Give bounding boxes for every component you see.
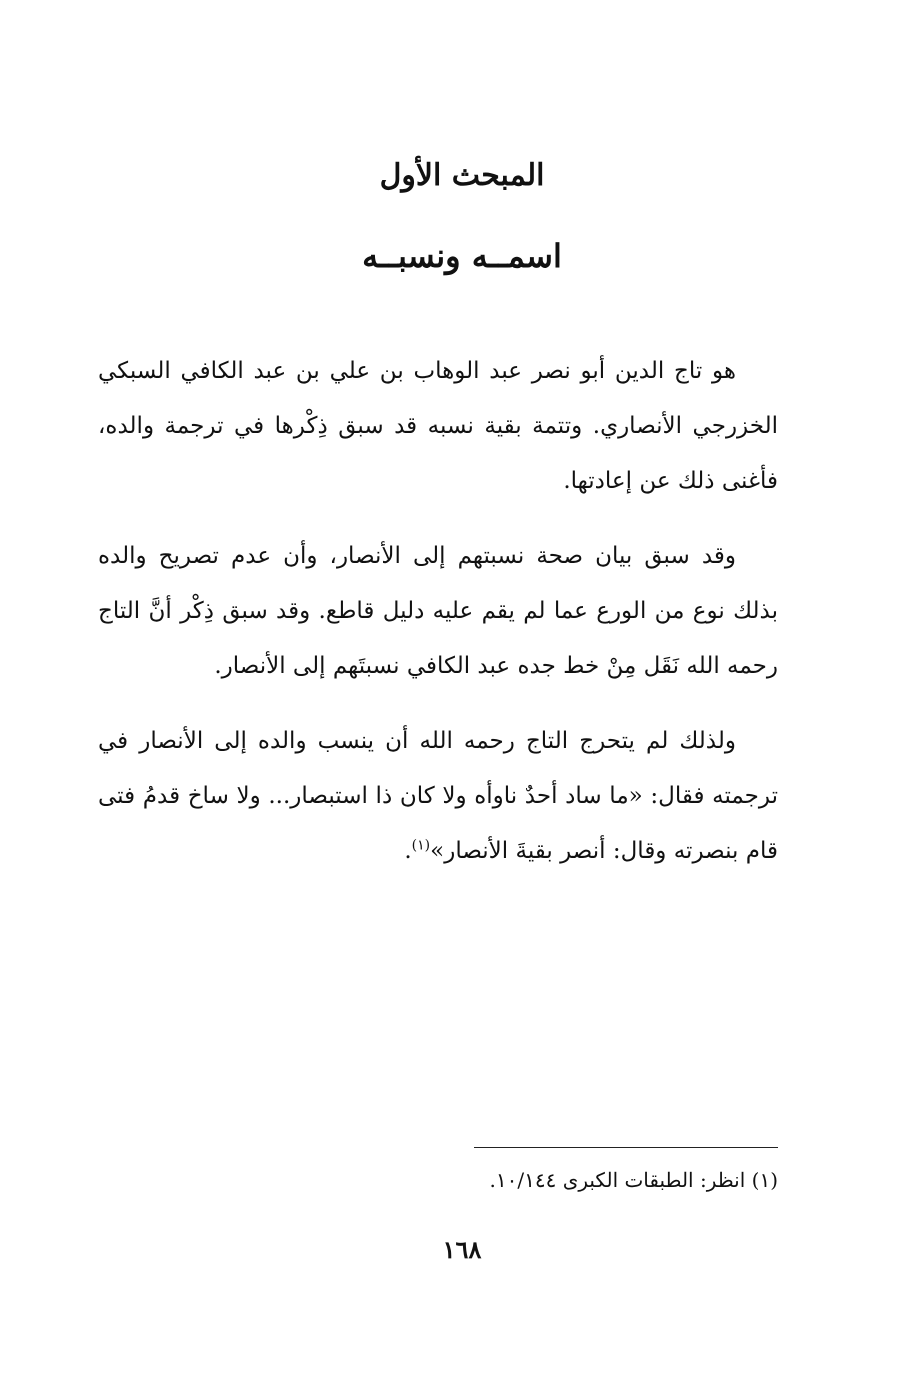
paragraph-text: ولذلك لم يتحرج التاج رحمه الله أن ينسب والده إلى الأنصار في ترجمته فقال: «ما ساد أحدٌ ناوأه ولا كان ذا استبصار... ولا ساخ قدمُ فتى قام بنصرته وقال: أنصر بقيةَ الأنصار»: [98, 728, 778, 864]
paragraph-quote: [98, 714, 778, 879]
page-number: ١٦٨: [442, 1235, 482, 1264]
paragraph-text: وقد سبق بيان صحة نسبتهم إلى الأنصار، وأن عدم تصريح والده بذلك نوع من الورع عما لم يقم عليه دليل قاطع. وقد سبق ذِكْر أنَّ التاج رحمه الله نَقَل مِنْ خط جده عبد الكافي نسبتَهم إلى الأنصار.: [98, 543, 778, 679]
body-text: [98, 344, 778, 899]
paragraph-text: هو تاج الدين أبو نصر عبد الوهاب بن علي بن عبد الكافي السبكي الخزرجي الأنصاري. وتتمة بقية نسبه قد سبق ذِكْرها في ترجمة والده، فأغنى ذلك عن إعادتها.: [98, 358, 778, 494]
footnote: (١) انظر: الطبقات الكبرى ١٠/١٤٤.: [489, 1168, 778, 1192]
chapter-title: المبحث الأول: [379, 158, 545, 193]
footnote-reference[interactable]: (١): [411, 837, 431, 854]
paragraph-end-mark: .: [404, 838, 412, 864]
paragraph-lineage: [98, 529, 778, 694]
paragraph-name: [98, 344, 778, 509]
footnote-divider: [474, 1147, 778, 1148]
section-title: اسمــه ونسبــه: [362, 237, 562, 275]
